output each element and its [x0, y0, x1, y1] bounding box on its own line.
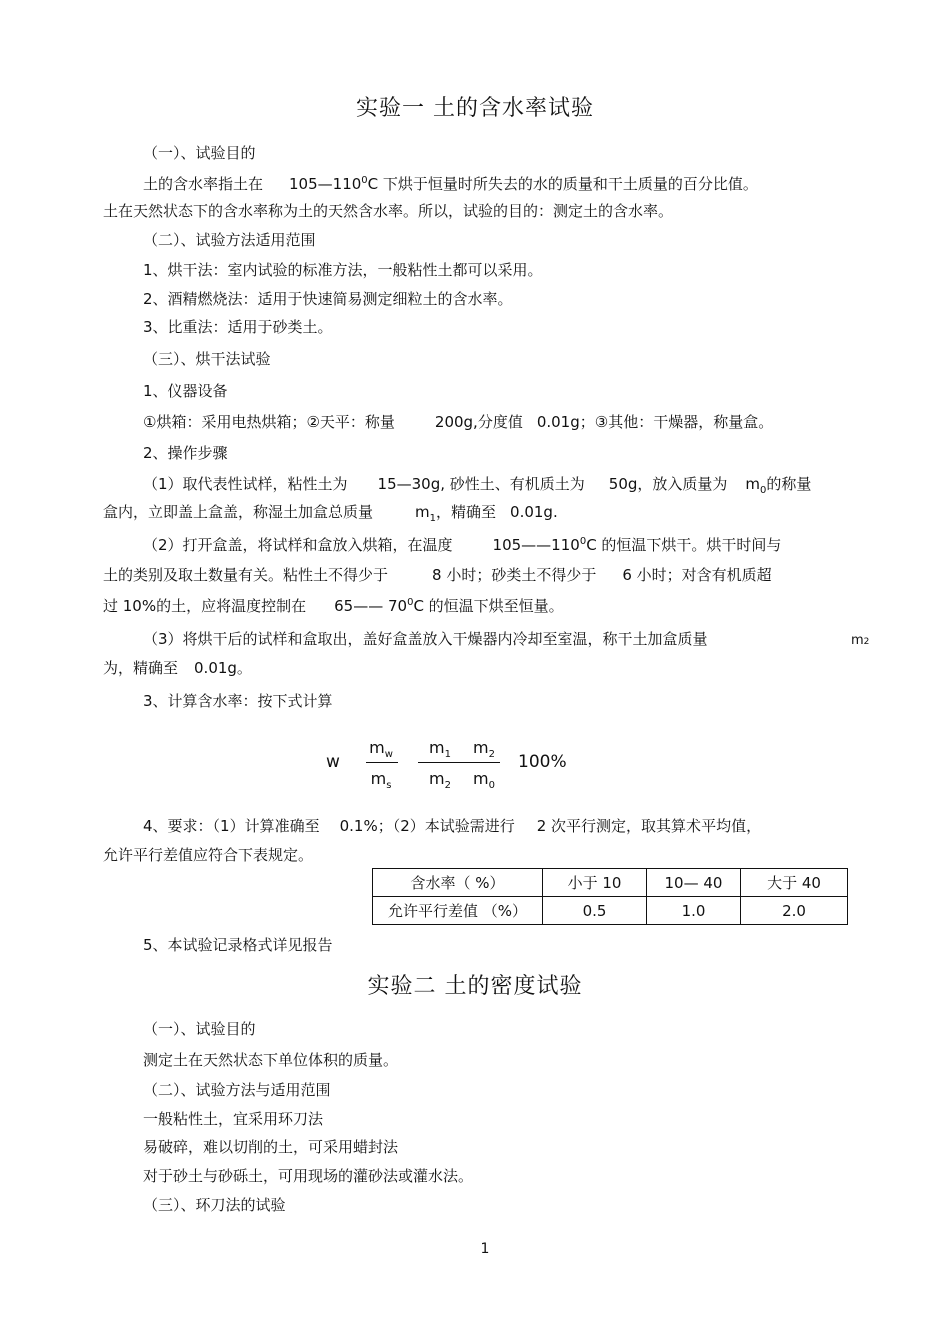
procedure-heading: 2、操作步骤: [143, 444, 228, 462]
step2-line1: （2）打开盒盖，将试样和盒放入烘箱，在温度 $105——110^0C$ 的恒温下烘干。烘干时间与: [143, 536, 782, 554]
exp1-section1-heading: （一）、试验目的: [143, 144, 256, 162]
exp1-section2-heading: （二）、试验方法适用范围: [143, 231, 316, 249]
table-cell: 2.0: [741, 897, 848, 925]
equipment-heading: 1、仪器设备: [143, 382, 228, 400]
method-oven-drying: 1、烘干法：室内试验的标准方法，一般粘性土都可以采用。: [143, 261, 543, 279]
table-cell: 大于 40: [741, 869, 848, 897]
step2-line3: 过 10%的土，应将温度控制在 65—— $70^0C$ 的恒温下烘至恒量。: [103, 597, 564, 615]
exp2-section1-heading: （一）、试验目的: [143, 1020, 256, 1038]
step1-line1: （1）取代表性试样，粘性土为 15—30g, 砂性土、有机质土为 50g，放入质量为 $m_0$的称量: [143, 475, 812, 496]
exp2-method-wax-seal: 易破碎，难以切削的土，可采用蜡封法: [143, 1138, 399, 1156]
formula-f2-bar: [418, 762, 500, 763]
method-alcohol-burning: 2、酒精燃烧法：适用于快速简易测定细粒土的含水率。: [143, 290, 513, 308]
table-cell: 小于 10: [543, 869, 647, 897]
tolerance-table: [372, 868, 848, 925]
step3-line1: （3）将烘干后的试样和盒取出，盖好盒盖放入干燥器内冷却至室温，称干土加盒质量: [143, 630, 708, 648]
table-cell: 含水率（ %）: [373, 869, 543, 897]
exp2-section3-heading: （三）、环刀法的试验: [143, 1196, 286, 1214]
exp1-title: 实验一 土的含水率试验: [356, 96, 594, 121]
exp1-section3-heading: （三）、烘干法试验: [143, 350, 271, 368]
exp1-purpose-line1: 土的含水率指土在 $105—110^0C$ 下烘于恒量时所失去的水的质量和干土质量的百分比值。: [143, 175, 758, 193]
formula-f1-bar: [366, 762, 398, 763]
table-cell: 允许平行差值 （%）: [373, 897, 543, 925]
formula-f1-numerator: $m_w$: [369, 738, 393, 761]
table-cell: 10— 40: [647, 869, 741, 897]
record-format-note: 5、本试验记录格式详见报告: [143, 936, 333, 954]
equipment-list: ①烘箱：采用电热烘箱；②天平：称量 200g,分度值 0.01g；③其他：干燥器，称量盒。: [143, 413, 774, 431]
step3-line2: 为，精确至 0.01g。: [103, 659, 252, 677]
table-header-row: [373, 869, 848, 897]
exp2-purpose: 测定土在天然状态下单位体积的质量。: [143, 1051, 399, 1069]
step3-mass-symbol: m2: [851, 633, 870, 648]
requirements-line1: 4、要求：（1）计算准确至 0.1%；（2）本试验需进行 2 次平行测定，取其算术平均值，: [143, 817, 762, 835]
page-number: 1: [480, 1241, 490, 1257]
calculation-heading: 3、计算含水率：按下式计算: [143, 692, 333, 710]
step2-line2: 土的类别及取土数量有关。粘性土不得少于 8 小时；砂类土不得少于 6 小时；对含有机质超: [103, 566, 772, 584]
exp2-section2-heading: （二）、试验方法与适用范围: [143, 1081, 331, 1099]
table-row: [373, 897, 848, 925]
table-cell: 0.5: [543, 897, 647, 925]
exp2-method-sand-water: 对于砂土与砂砾土，可用现场的灌砂法或灌水法。: [143, 1167, 474, 1185]
formula-f2-numerator: $m_1$ $m_2$: [429, 738, 495, 761]
table-cell: 1.0: [647, 897, 741, 925]
exp1-purpose-line2: 土在天然状态下的含水率称为土的天然含水率。所以，试验的目的：测定土的含水率。: [103, 202, 674, 220]
exp2-title: 实验二 土的密度试验: [367, 974, 583, 999]
formula-f2-denominator: $m_2$ $m_0$: [429, 769, 495, 792]
formula-f1-denominator: $m_s$: [370, 769, 392, 792]
exp2-method-ring-knife: 一般粘性土，宜采用环刀法: [143, 1110, 324, 1128]
step1-line2: 盒内，立即盖上盒盖，称湿土加盒总质量 $m_1$，精确至 0.01g.: [103, 503, 558, 524]
requirements-line2: 允许平行差值应符合下表规定。: [103, 846, 314, 864]
formula-percent: 100%: [518, 752, 567, 772]
formula-w: w: [326, 752, 340, 772]
method-specific-gravity: 3、比重法：适用于砂类土。: [143, 318, 333, 336]
